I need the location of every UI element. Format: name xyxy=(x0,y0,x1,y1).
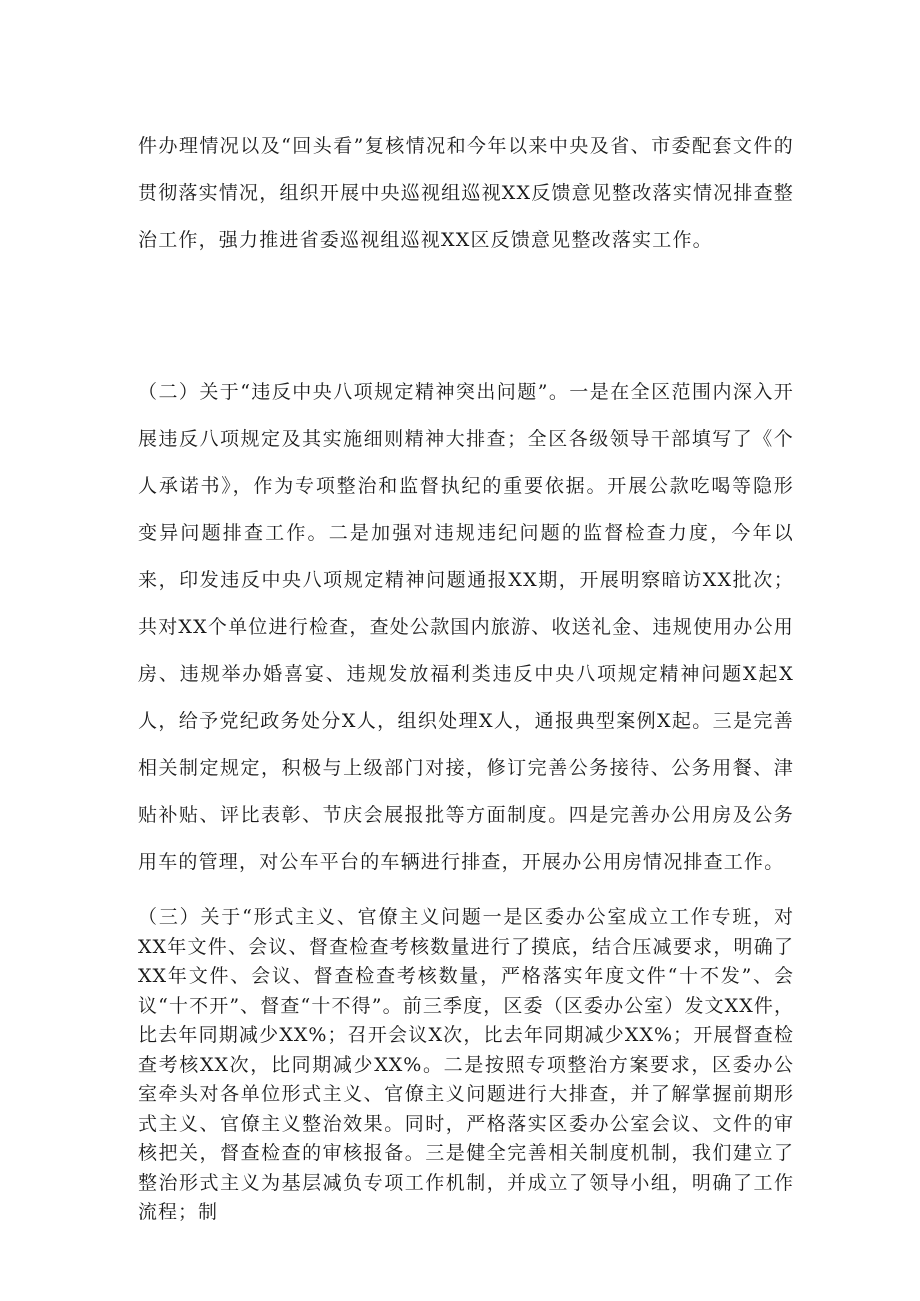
paragraph-section-two: （二）关于“违反中央八项规定精神突出问题”。一是在全区范围内深入开展违反八项规定及其实施细则精神大排查；全区各级领导干部填写了《个人承诺书》，作为专项整治和监督执纪的重要依据。开展公款吃喝等隐形变异问题排查工作。二是加强对违规违纪问题的监督检查力度，今年以来，印发违反中央八项规定精神问题通报XX期，开展明察暗访XX批次；共对XX个单位进行检查，查处公款国内旅游、收送礼金、违规使用办公用房、违规举办婚喜宴、违规发放福利类违反中央八项规定精神问题X起X人，给予党纪政务处分X人，组织处理X人，通报典型案例X起。三是完善相关制定规定，积极与上级部门对接，修订完善公务接待、公务用餐、津贴补贴、评比表彰、节庆会展报批等方面制度。四是完善办公用房及公务用车的管理，对公车平台的车辆进行排查，开展办公用房情况排查工作。 xyxy=(138,381,794,873)
paragraph-section-three: （三）关于“形式主义、官僚主义问题一是区委办公室成立工作专班，对XX年文件、会议、督查检查考核数量进行了摸底，结合压减要求，明确了XX年文件、会议、督查检查考核数量，严格落实年度文件“十不发”、会议“十不开”、督查“十不得”。前三季度，区委（区委办公室）发文XX件，比去年同期减少XX%；召开会议X次，比去年同期减少XX%；开展督查检查考核XX次，比同期减少XX%。二是按照专项整治方案要求，区委办公室牵头对各单位形式主义、官僚主义问题进行大排查，并了解掌握前期形式主义、官僚主义整治效果。同时，严格落实区委办公室会议、文件的审核把关，督查检查的审核报备。三是健全完善相关制度机制，我们建立了整治形式主义为基层减负专项工作机制，并成立了领导小组，明确了工作流程；制 xyxy=(138,906,794,1223)
paragraph-continuation: 件办理情况以及“回头看”复核情况和今年以来中央及省、市委配套文件的贯彻落实情况，组织开展中央巡视组巡视XX反馈意见整改落实情况排查整治工作，强力推进省委巡视组巡视XX区反馈意见整改落实工作。 xyxy=(138,135,794,251)
